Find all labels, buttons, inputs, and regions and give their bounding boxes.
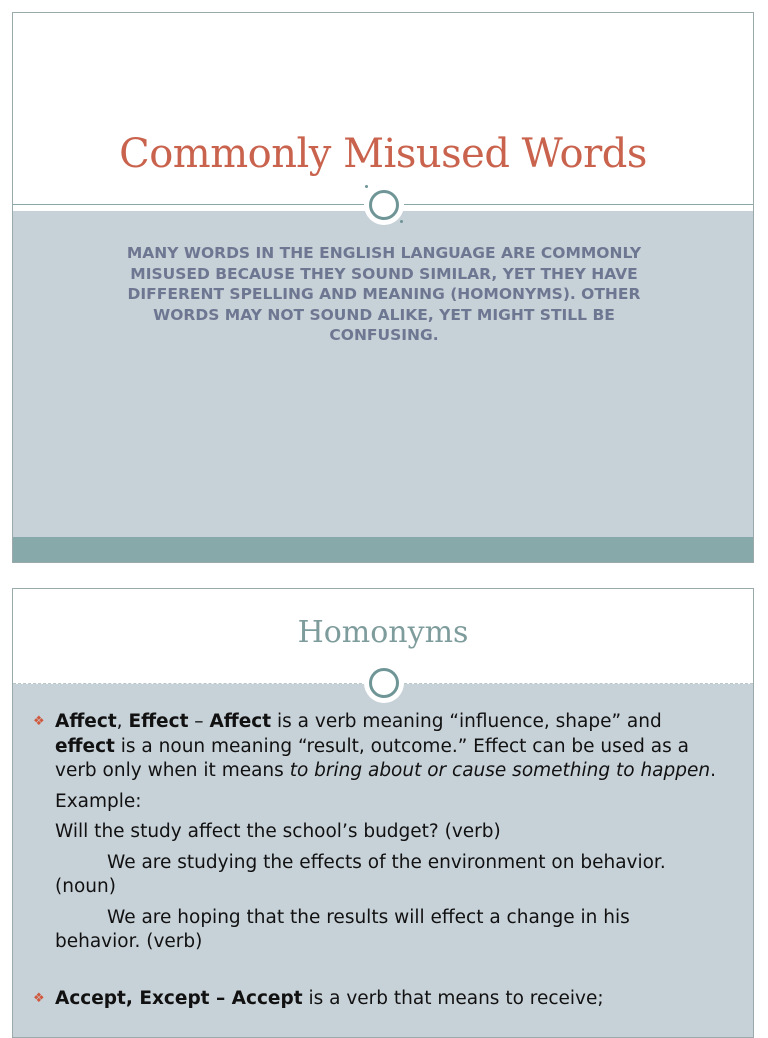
ornament-dot (365, 185, 368, 188)
example-line (55, 851, 723, 900)
slide-homonyms (12, 588, 754, 1038)
emphasis: to bring about or cause something to happen (289, 760, 711, 781)
text: is a verb that means to receive; (302, 987, 604, 1009)
bullet-text (55, 710, 723, 784)
list-item (33, 987, 723, 1012)
text: We are studying the effects of the environment on behavior. (107, 851, 666, 873)
text: – (209, 987, 232, 1009)
text: is a verb meaning “influence, shape” and (271, 711, 662, 732)
ring-ornament-icon (364, 663, 404, 703)
content-panel (13, 684, 753, 1037)
text: , (116, 711, 129, 732)
bullet-text (55, 987, 723, 1012)
term: Except (139, 987, 210, 1009)
footer-band (13, 537, 753, 563)
text: We are hoping that the results will effect a change in his (107, 906, 630, 928)
slide-heading: Homonyms (297, 615, 469, 650)
term: Accept (231, 987, 303, 1009)
bullet-list (33, 710, 723, 1011)
term: effect (55, 735, 115, 757)
subtitle-panel (13, 211, 753, 537)
text: – (188, 711, 210, 732)
text: , (125, 987, 140, 1009)
example-label: Example: (55, 790, 142, 812)
slide-title-heading: Commonly Misused Words (119, 131, 647, 177)
ring-ornament-icon (364, 185, 404, 225)
term: Accept (55, 987, 126, 1009)
text: is a noun meaning “result, outcome.” Effect can be used as a verb only when it means (55, 735, 689, 781)
text: behavior. (verb) (55, 931, 203, 952)
list-item (33, 710, 723, 955)
text: (noun) (55, 876, 116, 897)
example-line (55, 906, 723, 955)
example-line: Will the study affect the school’s budget? (verb) (55, 821, 501, 842)
term: Effect (128, 711, 189, 732)
text: . (710, 760, 717, 781)
ornament-dot (400, 220, 403, 223)
slide-subtitle: MANY WORDS IN THE ENGLISH LANGUAGE ARE COMMONLY MISUSED BECAUSE THEY SOUND SIMILAR, YET THEY HAVE DIFFERENT SPELLING AND MEANING (HOMONYMS). OTHER WORDS MAY NOT SOUND ALIKE, YET MIGHT STILL BE CONFUSING. (126, 244, 642, 344)
term: Affect (209, 711, 272, 732)
slide-title (12, 12, 754, 563)
diamond-bullet-icon: ❖ (33, 990, 45, 1006)
diamond-bullet-icon: ❖ (33, 714, 45, 729)
term: Affect (55, 711, 117, 732)
